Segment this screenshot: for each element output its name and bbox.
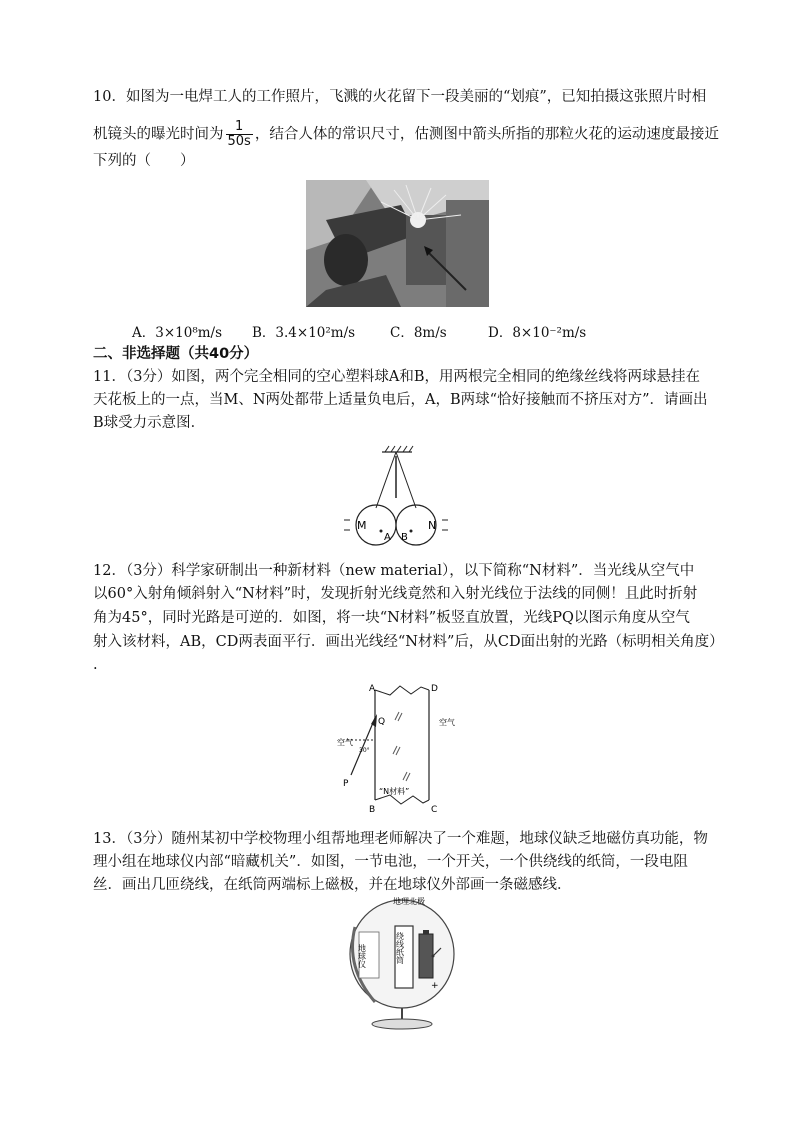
label-p: P	[343, 779, 349, 789]
label-material: “N材料”	[379, 787, 410, 796]
q12-figure	[335, 680, 465, 815]
label-n: N	[428, 519, 437, 532]
q12-line-4: 射入该材料，AB，CD两表面平行．画出光线经“N材料”后，从CD面出射的光路（标明相关角度）	[93, 634, 724, 650]
q11-line-2: 天花板上的一点，当M、N两处都带上适量负电后，A，B两球“恰好接触而不挤压对方”．请画出	[93, 392, 708, 408]
welder-photo-image	[306, 180, 489, 307]
q13-line-1: 13．（3分）随州某初中学校物理小组帮地理老师解决了一个难题，地球仪缺乏地磁仿真功能，物	[93, 831, 708, 847]
label-plus: +	[431, 981, 439, 991]
q10-line-3: 下列的（ ）	[93, 153, 195, 169]
label-b: B	[401, 532, 408, 543]
label-m: M	[357, 519, 367, 532]
q10-line-2-a: 机镜头的曝光时间为	[93, 126, 224, 143]
q12-line-3: 角为45°，同时光路是可逆的．如图，将一块“N材料”板竖直放置，光线PQ以图示角度从空气	[93, 610, 690, 626]
q13-line-3: 丝．画出几匝绕线，在纸筒两端标上磁极，并在地球仪外部画一条磁感线．	[93, 877, 572, 893]
option-c: C．8m/s	[390, 325, 447, 341]
q12-line-1: 12．（3分）科学家研制出一种新材料（new material），以下简称“N材料”．当光线从空气中	[93, 563, 695, 579]
option-b: B．3.4×10²m/s	[252, 325, 356, 341]
q12-line-5: .	[93, 657, 98, 673]
label-q: Q	[378, 717, 386, 727]
option-a: A．3×10⁸m/s	[132, 325, 223, 341]
q13-figure	[335, 892, 470, 1032]
q13-line-2: 理小组在地球仪内部“暗藏机关”．如图，一节电池，一个开关，一个供绕线的纸筒，一段电阻	[93, 854, 688, 870]
q10-line-2-b: ，结合人体的常识尺寸，估测图中箭头所指的那粒火花的运动速度最接近	[254, 126, 719, 143]
label-air-left: 空气	[337, 738, 353, 747]
fraction-numerator: 1	[226, 120, 253, 135]
q10-line-2	[93, 119, 719, 149]
q11-line-1: 11．（3分）如图，两个完全相同的空心塑料球A和B，用两根完全相同的绝缘丝线将两球悬挂在	[93, 369, 701, 385]
fraction-denominator: 50s	[227, 134, 251, 149]
label-c: C	[431, 805, 438, 815]
welder-photo	[306, 180, 489, 307]
label-angle: 30°	[359, 747, 370, 754]
option-d: D．8×10⁻²m/s	[488, 325, 587, 341]
label-geographic-north: 地理北极	[393, 897, 425, 906]
exposure-fraction	[226, 120, 253, 149]
q12-line-2: 以60°入射角倾斜射入“N材料”时，发现折射光线竟然和入射光线位于法线的同侧！且此时折射	[93, 586, 698, 602]
label-b: B	[369, 805, 376, 815]
label-a: A	[369, 684, 376, 694]
section-2-heading: 二、非选择题（共40分）	[93, 346, 259, 362]
label-d: D	[431, 684, 438, 694]
label-air-right: 空气	[439, 718, 455, 727]
q11-line-3: B球受力示意图．	[93, 415, 206, 431]
q10-line-1: 10．如图为一电焊工人的工作照片，飞溅的火花留下一段美丽的“划痕”，已知拍摄这张照片时相	[93, 89, 707, 105]
label-paper-tube: 绕线纸筒	[395, 932, 405, 964]
label-a: A	[384, 532, 391, 543]
label-globe: 地球仪	[357, 944, 367, 968]
q11-figure	[330, 442, 470, 554]
